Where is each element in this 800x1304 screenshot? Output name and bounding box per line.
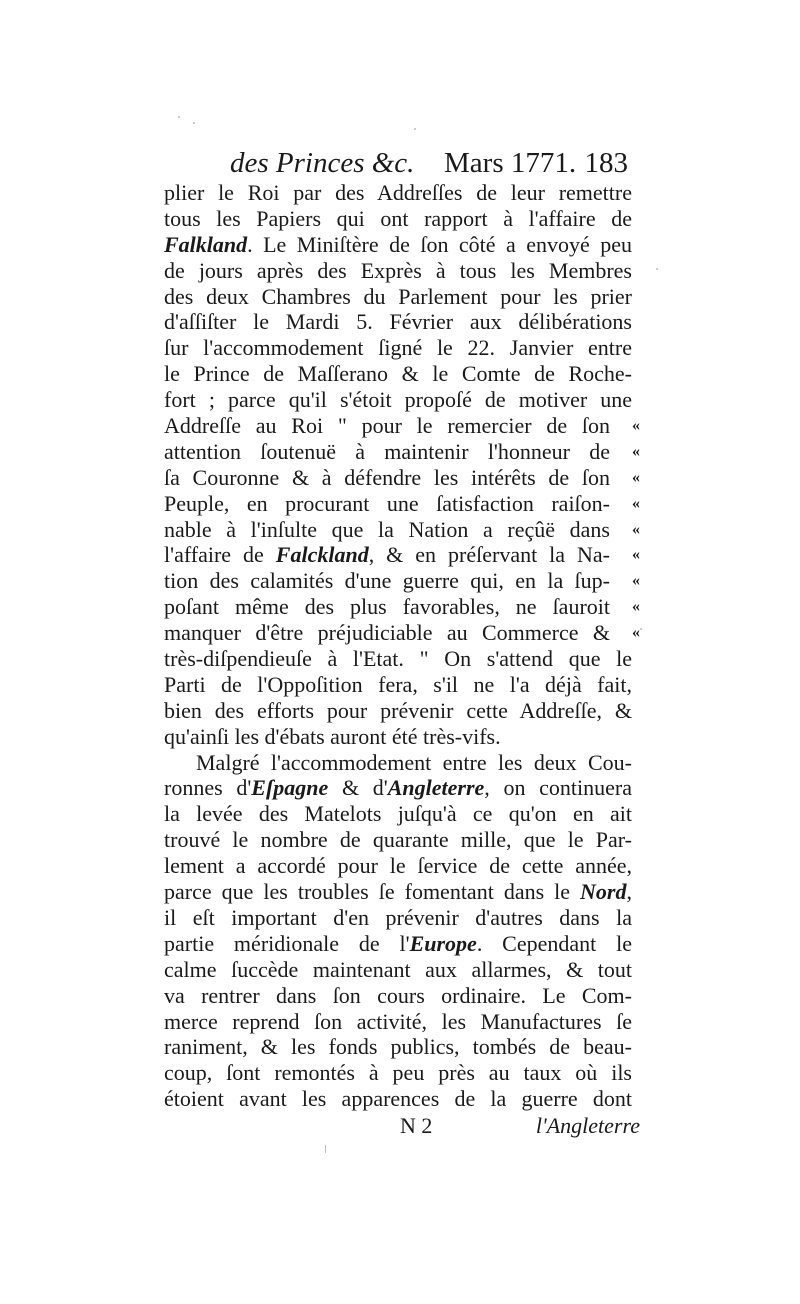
text-line xyxy=(164,413,640,439)
text-segment: plier le Roi par des Addreſſes de leur remettre xyxy=(164,180,632,205)
text-line xyxy=(164,879,640,905)
text-segment: parce que les troubles ſe fomentant dans le xyxy=(164,879,581,905)
text-segment: le Prince de Maſſerano & le Comte de Roche- xyxy=(164,361,632,387)
text-segment: . Cependant le xyxy=(476,930,632,956)
text-line xyxy=(164,465,640,491)
text-segment: lement a accordé pour le ſervice de cette année, xyxy=(164,853,632,879)
text-line xyxy=(164,309,640,335)
text-segment: , xyxy=(626,879,632,905)
marginal-quote-mark: « xyxy=(632,494,640,512)
italic-proper-noun: Nord xyxy=(580,879,627,905)
scan-speck xyxy=(640,628,642,630)
text-line xyxy=(164,284,640,310)
marginal-quote-mark: « xyxy=(632,546,640,564)
scan-speck xyxy=(656,268,658,270)
text-line xyxy=(164,724,640,750)
text-segment: va rentrer dans ſon cours ordinaire. Le Com- xyxy=(164,982,632,1008)
text-segment: ſa Couronne & à défendre les intérêts de ſon xyxy=(164,464,610,490)
text-segment: bien des efforts pour prévenir cette Addreſſe, & xyxy=(164,697,632,723)
text-segment: . Le Miniſtère de ſon côté a envoyé peu xyxy=(247,231,632,257)
scan-speck xyxy=(325,1145,326,1153)
text-line xyxy=(164,1009,640,1035)
text-segment: Peuple, en procurant une ſatisfaction raiſon- xyxy=(164,490,610,516)
marginal-quote-mark: « xyxy=(632,598,640,616)
text-segment: trouvé le nombre de quarante mille, que le Par- xyxy=(164,827,632,853)
text-line xyxy=(164,594,640,620)
text-segment: d'aſſiſter le Mardi 5. Février aux délibérations xyxy=(164,309,632,335)
catchword: l'Angleterre xyxy=(535,1113,640,1139)
text-segment: Parti de l'Oppoſition fera, s'il ne l'a déjà fait, xyxy=(164,671,632,697)
marginal-quote-mark: « xyxy=(632,520,640,538)
italic-proper-noun: Eſpagne xyxy=(251,775,329,801)
marginal-quote-mark: « xyxy=(632,624,640,642)
text-line xyxy=(164,439,640,465)
text-line xyxy=(164,232,640,258)
text-segment: étoient avant les apparences de la guerre dont xyxy=(164,1086,632,1112)
text-segment: poſant même des plus favorables, ne ſauroit xyxy=(164,594,610,620)
text-segment: la levée des Matelots juſqu'à ce qu'on en ait xyxy=(164,801,632,827)
text-line xyxy=(164,672,640,698)
text-line xyxy=(164,361,640,387)
text-segment: raniment, & les fonds publics, tombés de beau- xyxy=(164,1034,632,1060)
text-line xyxy=(164,983,640,1009)
text-line xyxy=(164,957,640,983)
text-segment: partie méridionale de l' xyxy=(164,930,410,956)
text-line xyxy=(164,853,640,879)
text-segment: manquer d'être préjudiciable au Commerce & xyxy=(164,620,610,646)
text-line xyxy=(164,258,640,284)
text-line xyxy=(164,387,640,413)
italic-proper-noun: Falckland xyxy=(275,542,369,568)
text-segment: Malgré l'accommodement entre les deux Cou- xyxy=(196,749,632,775)
text-line xyxy=(164,775,640,801)
body-text xyxy=(164,180,640,1112)
text-segment: calme ſuccède maintenant aux allarmes, & tout xyxy=(164,956,632,982)
text-line xyxy=(164,620,640,646)
text-segment: merce reprend ſon activité, les Manufactures ſe xyxy=(164,1008,632,1034)
page-header xyxy=(164,146,640,180)
text-line xyxy=(164,905,640,931)
text-line xyxy=(164,491,640,517)
text-segment: de jours après des Exprès à tous les Membres xyxy=(164,257,632,283)
text-segment: qu'ainſi les d'ébats auront été très-vifs. xyxy=(164,723,501,749)
text-segment: tion des calamités d'une guerre qui, en la ſup- xyxy=(164,568,610,594)
text-line xyxy=(164,750,640,776)
text-segment: ſur l'accommodement ſigné le 22. Janvier entre xyxy=(164,335,632,361)
text-segment: l'affaire de xyxy=(164,542,276,568)
text-segment: des deux Chambres du Parlement pour les prier xyxy=(164,283,632,309)
text-segment: ronnes d' xyxy=(164,775,252,801)
italic-proper-noun: Europe xyxy=(409,930,477,956)
text-line xyxy=(164,1034,640,1060)
italic-proper-noun: Angleterre xyxy=(387,775,485,801)
text-line xyxy=(164,335,640,361)
running-title-text: des Princes xyxy=(230,147,365,179)
text-segment: nable à l'inſulte que la Nation a reçûë dans xyxy=(164,516,610,542)
signature-mark: N 2 xyxy=(400,1113,433,1139)
marginal-quote-mark: « xyxy=(632,417,640,435)
text-line xyxy=(164,801,640,827)
text-segment: , on continuera xyxy=(484,775,632,801)
book-page xyxy=(164,146,640,1140)
text-segment: Addreſſe au Roi " pour le remercier de ſon xyxy=(164,413,610,439)
text-segment: fort ; parce qu'il s'étoit propoſé de motiver une xyxy=(164,387,632,413)
italic-proper-noun: Falkland xyxy=(164,231,248,257)
text-line xyxy=(164,542,640,568)
text-segment: il eſt important d'en prévenir d'autres dans la xyxy=(164,904,632,930)
marginal-quote-mark: « xyxy=(632,468,640,486)
text-line xyxy=(164,206,640,232)
scan-speck xyxy=(193,122,195,124)
text-line xyxy=(164,1086,640,1112)
text-segment: attention ſoutenuë à maintenir l'honneur de xyxy=(164,438,610,464)
text-segment: très-diſpendieuſe à l'Etat. " On s'attend que le xyxy=(164,646,632,672)
text-segment: tous les Papiers qui ont rapport à l'affaire de xyxy=(164,205,632,231)
text-line xyxy=(164,646,640,672)
text-segment: , & en préſervant la Na- xyxy=(368,542,611,568)
text-line xyxy=(164,827,640,853)
text-line xyxy=(164,698,640,724)
text-segment: coup, ſont remontés à peu près au taux où ils xyxy=(164,1060,632,1086)
text-segment: & d' xyxy=(328,775,388,801)
running-title-suffix: &c. xyxy=(371,147,415,179)
header-date: Mars 1771. xyxy=(444,147,577,179)
text-line xyxy=(164,931,640,957)
scan-speck xyxy=(414,128,416,130)
text-line xyxy=(164,517,640,543)
marginal-quote-mark: « xyxy=(632,572,640,590)
text-line xyxy=(164,1060,640,1086)
running-title xyxy=(230,146,414,180)
page-number: 183 xyxy=(584,147,628,179)
text-line xyxy=(164,180,640,206)
scan-speck xyxy=(178,116,180,118)
page-footer xyxy=(164,1112,640,1140)
marginal-quote-mark: « xyxy=(632,442,640,460)
text-line xyxy=(164,568,640,594)
